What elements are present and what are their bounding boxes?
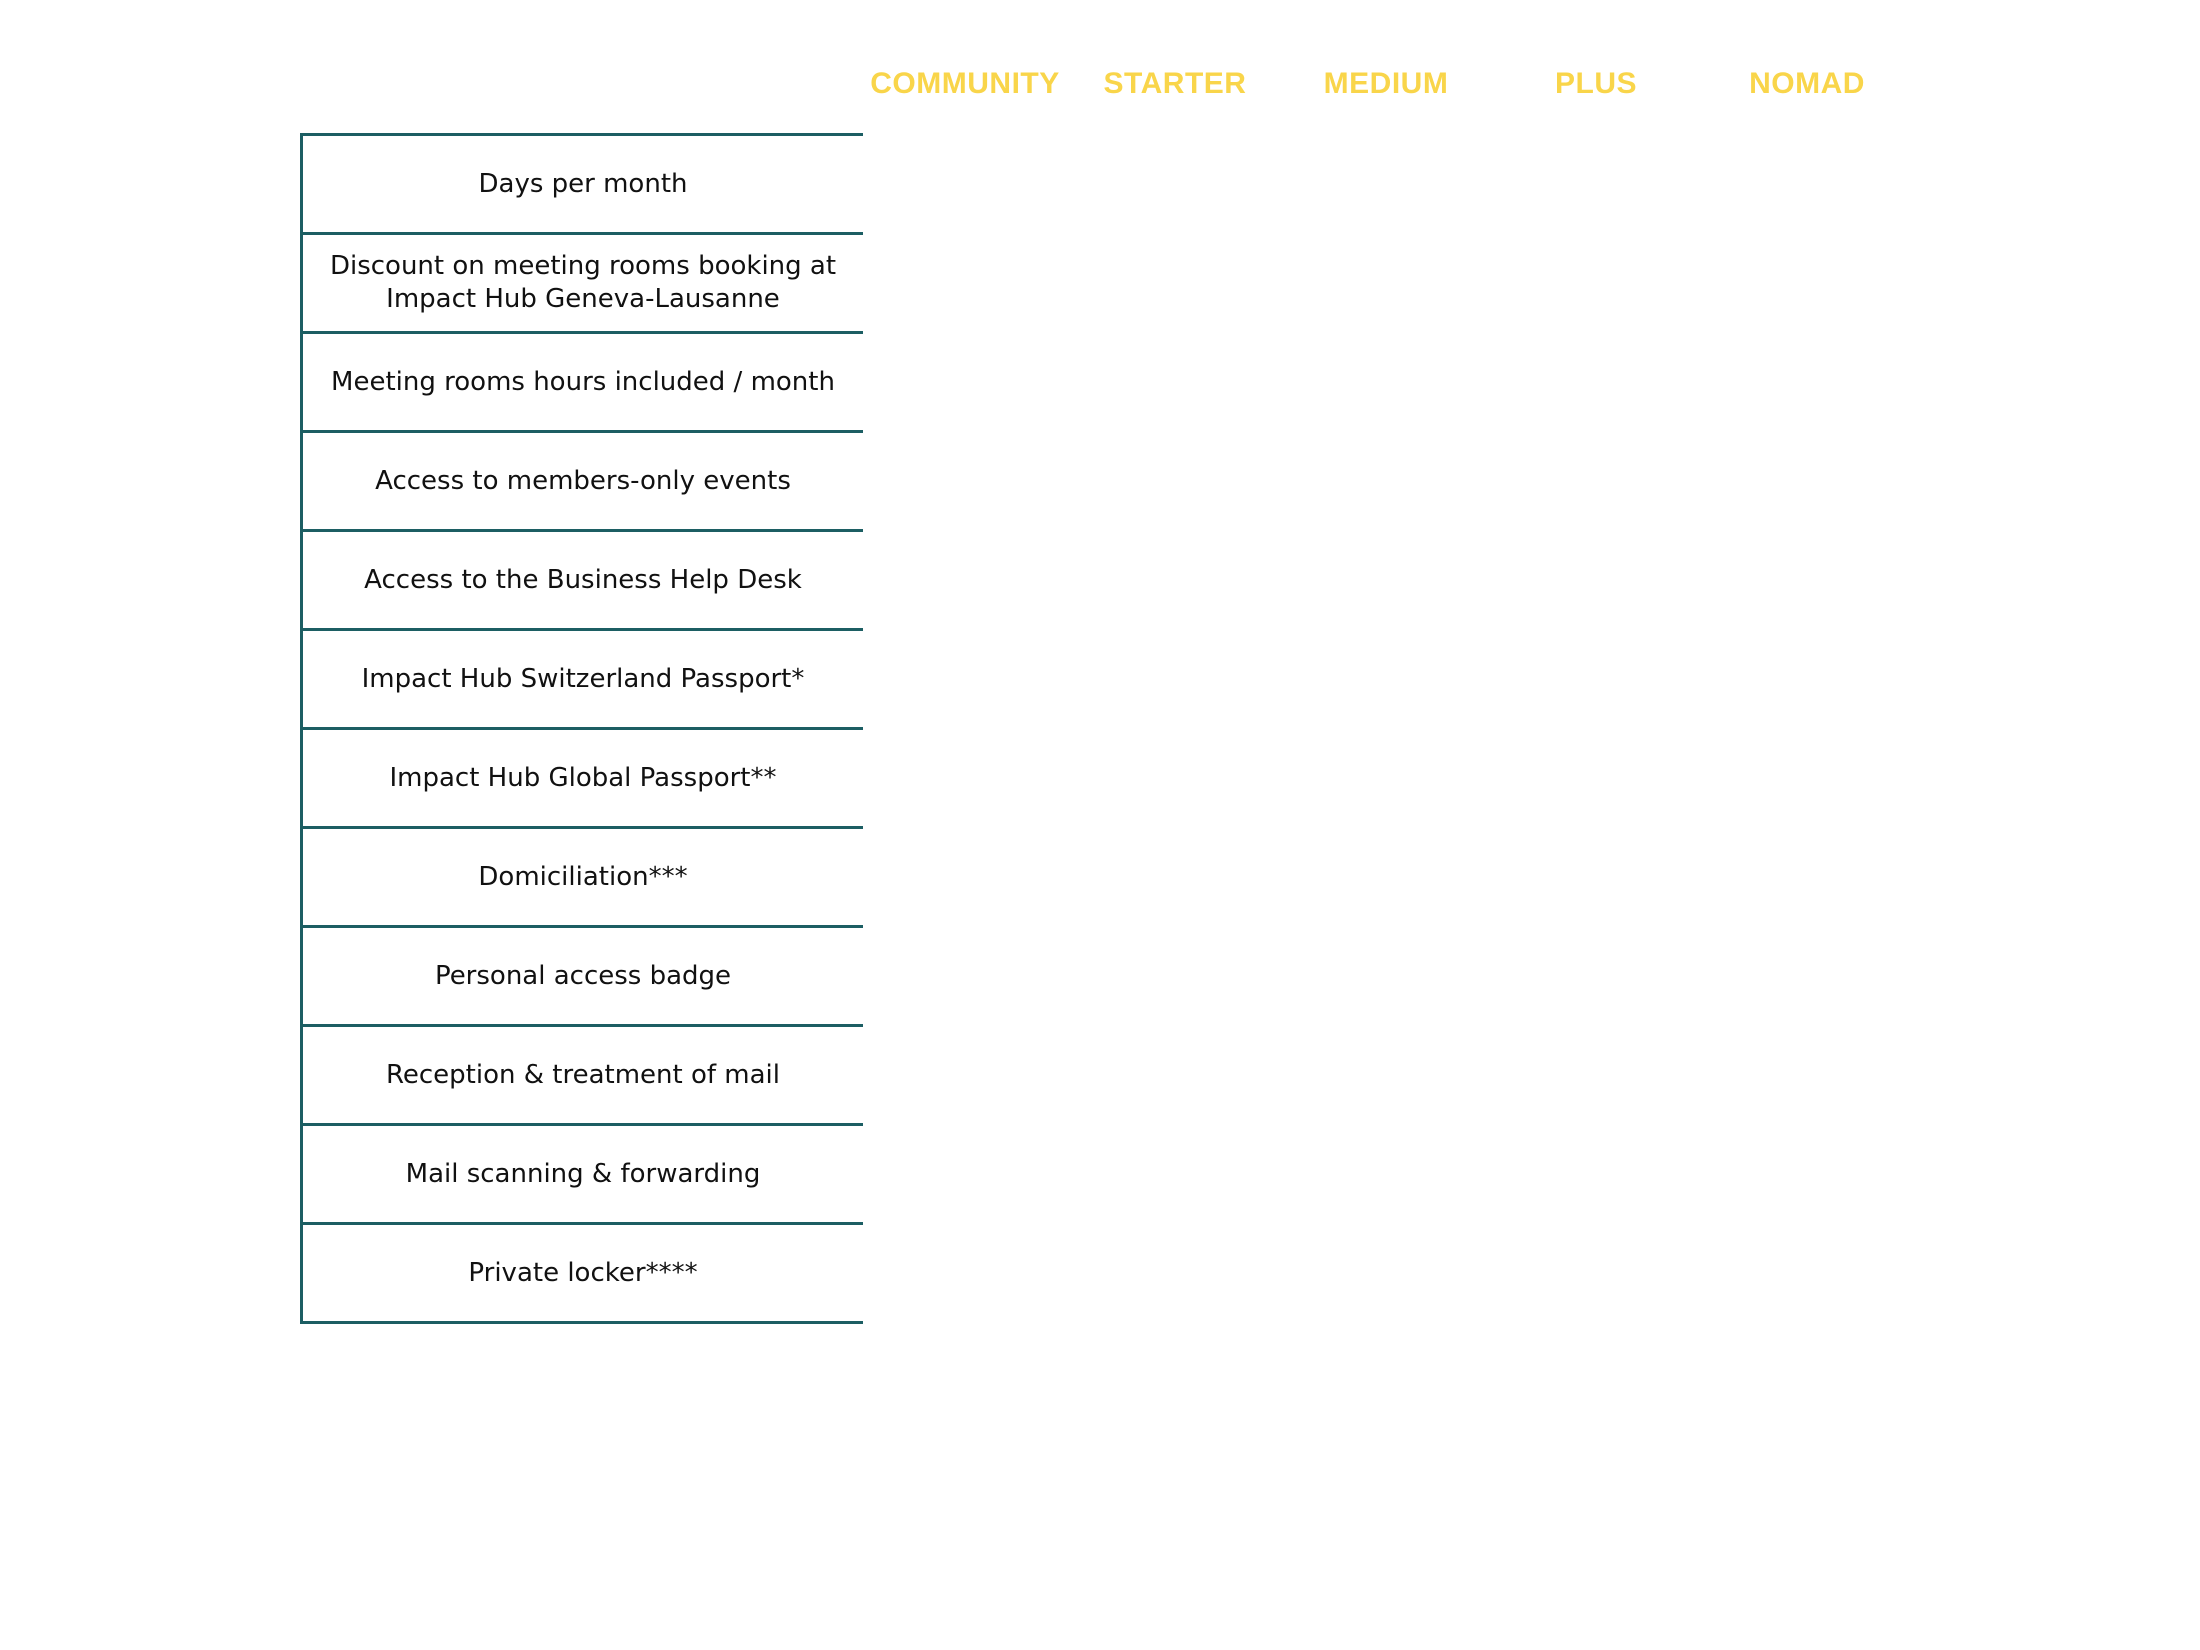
feature-label: Access to members-only events: [375, 465, 791, 496]
feature-row: [303, 829, 863, 928]
feature-label: Meeting rooms hours included / month: [331, 366, 835, 397]
feature-table: [300, 133, 863, 1324]
feature-row: [303, 1027, 863, 1126]
plan-starter-label: STARTER: [1103, 67, 1247, 100]
feature-label: Personal access badge: [434, 960, 732, 991]
feature-row: [303, 433, 863, 532]
feature-row: [303, 928, 863, 1027]
plan-nomad-label: NOMAD: [1749, 67, 1865, 100]
feature-row: [303, 730, 863, 829]
plan-plus-label: PLUS: [1554, 67, 1638, 100]
feature-label: Access to the Business Help Desk: [364, 564, 802, 595]
plan-medium-label: MEDIUM: [1323, 67, 1449, 100]
feature-label: Impact Hub Global Passport**: [389, 762, 777, 793]
feature-label: Mail scanning & forwarding: [405, 1158, 761, 1189]
feature-label: Domiciliation***: [478, 861, 688, 892]
feature-label: Impact Hub Switzerland Passport*: [361, 663, 805, 694]
feature-row: [303, 235, 863, 334]
plan-community-label: COMMUNITY: [870, 67, 1060, 100]
feature-label: Days per month: [478, 168, 688, 199]
feature-label: Private locker****: [468, 1257, 698, 1288]
feature-row: [303, 1126, 863, 1225]
feature-label: Discount on meeting rooms booking at Impact Hub Geneva-Lausanne: [329, 251, 837, 314]
plan-header: [0, 64, 2200, 104]
feature-row: [303, 631, 863, 730]
feature-row: [303, 1225, 863, 1324]
feature-row: [303, 532, 863, 631]
feature-row: [303, 136, 863, 235]
feature-row: [303, 334, 863, 433]
feature-label: Reception & treatment of mail: [385, 1059, 781, 1090]
